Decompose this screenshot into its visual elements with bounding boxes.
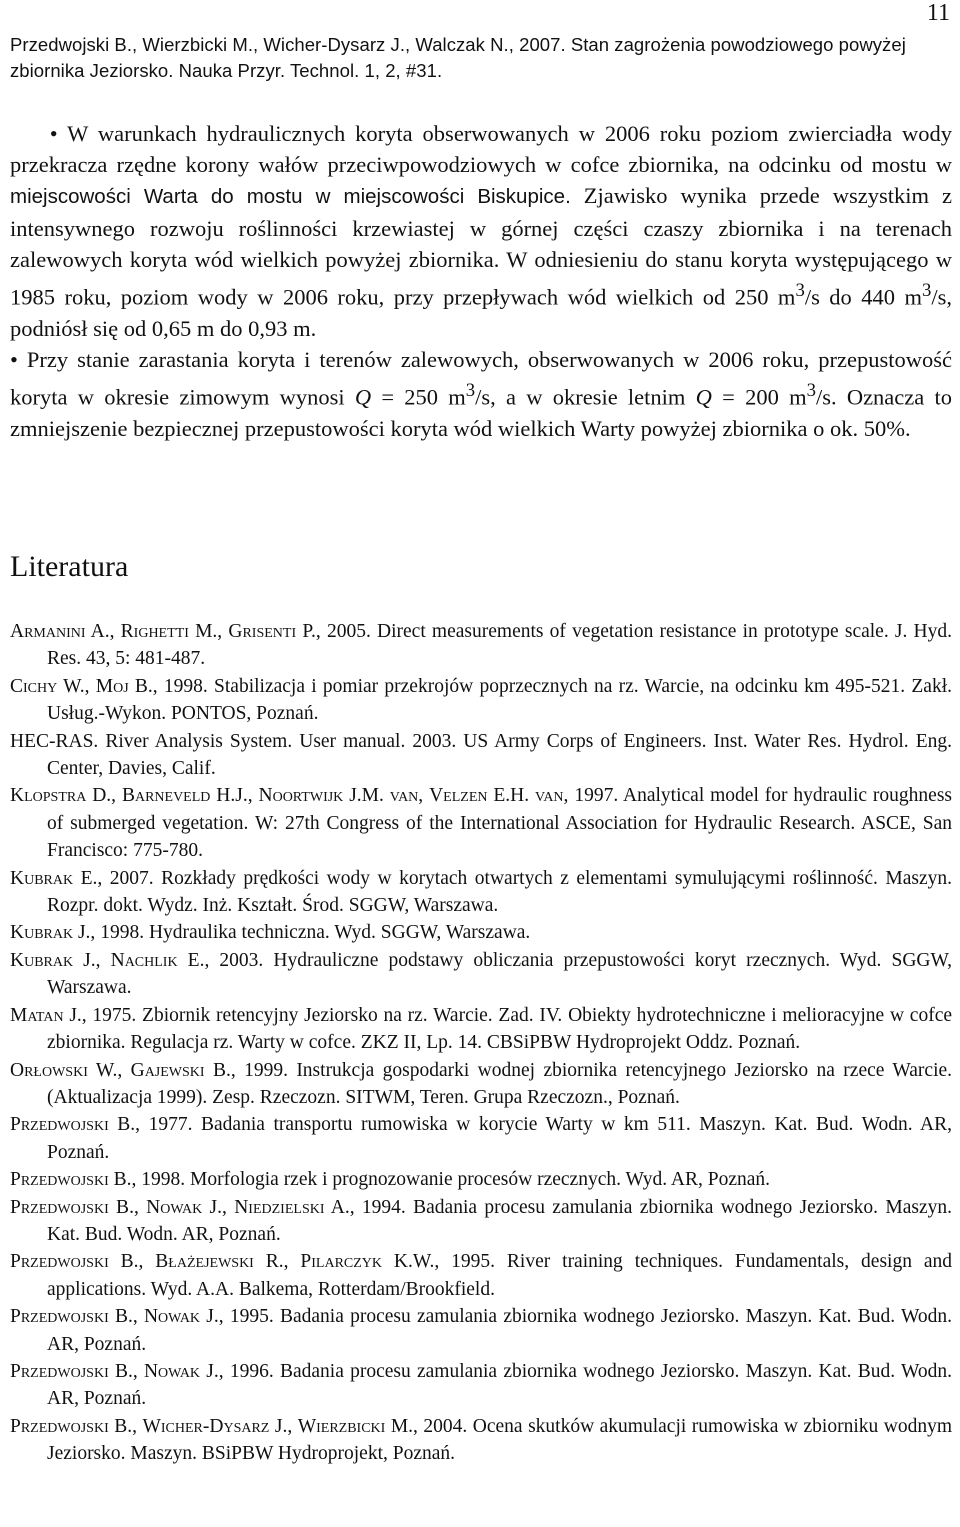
reference-item <box>10 1057 952 1112</box>
reference-author-initials: W., <box>87 1059 131 1081</box>
reference-author-initials: A., <box>324 1196 362 1218</box>
reference-author-initials: B., <box>204 1059 245 1081</box>
reference-author-initials: B., <box>108 1415 143 1437</box>
reference-author-initials: J.M. <box>343 785 390 807</box>
p1-text-a: W warunkach hydraulicznych koryta obserwowanych w 2006 roku poziom zwierciadła wody przekracza rzędne korony wałów przeciwpowodziowych w cofce zbiornika, na odcinku od mostu w <box>10 121 952 178</box>
reference-author: Kubrak <box>10 922 74 944</box>
reference-author: Orłowski <box>10 1059 88 1081</box>
reference-item <box>10 1413 952 1468</box>
reference-author: Kubrak <box>10 867 74 889</box>
reference-text: 1997. Analytical model for hydraulic roughness of submerged vegetation. W: 27th Congress of the International Association for Hydraulic Research. ASCE, San Francisco: 775-780. <box>47 785 953 862</box>
reference-item <box>10 1358 952 1413</box>
reference-author-initials: K.W., <box>382 1251 452 1273</box>
reference-author: Pilarczyk <box>300 1251 383 1273</box>
reference-author: Wicher-Dysarz <box>142 1415 270 1437</box>
reference-author-initials: J., <box>63 1004 93 1026</box>
reference-author: Moj <box>95 675 129 697</box>
reference-item <box>10 1194 952 1249</box>
reference-author-initials: J., <box>269 1415 298 1437</box>
reference-author: Przedwojski <box>10 1114 109 1136</box>
reference-author: van <box>389 785 419 807</box>
reference-author-initials: B., <box>108 1251 156 1273</box>
reference-author: van <box>535 785 564 807</box>
paragraph-1 <box>10 118 952 344</box>
reference-text: 2003. Hydrauliczne podstawy obliczania przepustowości koryt rzecznych. Wyd. SGGW, Warszawa. <box>47 949 952 999</box>
reference-author-initials: A., <box>85 621 121 642</box>
page-number: 11 <box>926 0 950 26</box>
reference-author: Matan <box>10 1004 64 1026</box>
reference-author: Noortwijk <box>258 785 344 807</box>
q-symbol: Q <box>695 384 712 410</box>
reference-list <box>10 618 952 1468</box>
reference-text: HEC-RAS. River Analysis System. User manual. 2003. US Army Corps of Engineers. Inst. Water Res. Hydrol. Eng. Center, Davies, Calif. <box>10 730 952 780</box>
reference-author: Velzen <box>429 785 488 807</box>
reference-author-initials: E., <box>73 867 110 889</box>
p2-text-d: = 200 m <box>722 384 807 410</box>
reference-author-initials: B., <box>108 1360 144 1382</box>
reference-author-initials: M., <box>188 621 229 642</box>
reference-text: 1975. Zbiornik retencyjny Jeziorsko na rz. Warcie. Zad. IV. Obiekty hydrotechniczne i melioracyjne w cofce zbiornika. Regulacja rz. Warty w cofce. ZKZ II, Lp. 14. CBSiPBW Hydroprojekt Oddz. Poznań. <box>47 1004 953 1054</box>
reference-author-initials: M., <box>385 1415 424 1437</box>
reference-author-initials: B., <box>108 1196 147 1218</box>
reference-text: 2007. Rozkłady prędkości wody w korytach otwartych z elementami symulującymi roślinność. Maszyn. Rozpr. dokt. Wydz. Inż. Kształt. Środ. SGGW, Warszawa. <box>47 867 952 917</box>
superscript: 3 <box>806 380 816 402</box>
reference-item <box>10 947 952 1002</box>
reference-author-initials: B., <box>108 1169 142 1191</box>
reference-author: Przedwojski <box>10 1196 109 1218</box>
p1-text-sans: miejscowości Warta do mostu w miejscowości Biskupice. <box>10 185 571 209</box>
p2-text-a: Przy stanie zarastania koryta i terenów zalewowych, obserwowanych w 2006 roku, przepustowość koryta w okresie zimowym wynosi <box>10 346 952 410</box>
q-symbol: Q <box>354 384 372 410</box>
reference-text: 1999. Instrukcja gospodarki wodnej zbiornika retencyjnego Jeziorsko na rzece Warcie. (Aktualizacja 1999). Zesp. Rzeczozn. SITWM, Teren. Grupa Rzeczozn., Poznań. <box>47 1059 953 1108</box>
reference-author-initials: E.H. <box>487 785 536 807</box>
reference-author-initials: P., <box>296 621 327 642</box>
reference-text: 1998. Morfologia rzek i prognozowanie procesów rzecznych. Wyd. AR, Poznań. <box>141 1169 771 1191</box>
reference-author-initials: H.J., <box>210 785 259 807</box>
superscript: 3 <box>921 280 932 302</box>
reference-item <box>10 865 952 920</box>
reference-item <box>10 919 952 946</box>
reference-author: Barneveld <box>121 785 211 807</box>
reference-author: Przedwojski <box>10 1360 109 1382</box>
reference-item <box>10 1166 952 1193</box>
reference-text: 2005. Direct measurements of vegetation resistance in prototype scale. J. Hyd. Res. 43, 5: 481-487. <box>47 621 953 670</box>
reference-author: Wierzbicki <box>297 1415 386 1437</box>
reference-author: Gajewski <box>130 1059 205 1081</box>
reference-author: Kubrak <box>10 949 74 971</box>
reference-author-initials: J., <box>200 1306 230 1328</box>
reference-author: Cichy <box>10 675 58 697</box>
reference-author: Grisenti <box>228 621 297 642</box>
paragraph-2 <box>10 344 952 444</box>
reference-author: Przedwojski <box>10 1169 109 1191</box>
superscript: 3 <box>465 380 476 402</box>
reference-author: Armanini <box>10 621 86 642</box>
reference-author: Błażejewski <box>155 1251 254 1273</box>
running-header: Przedwojski B., Wierzbicki M., Wicher-Dysarz J., Walczak N., 2007. Stan zagrożenia powodziowego powyżej zbiornika Jeziorsko. Nauka Przyr. Technol. 1, 2, #31. <box>10 34 906 81</box>
superscript: 3 <box>795 280 805 302</box>
reference-author: Nachlik <box>110 949 178 971</box>
reference-text: 1995. Badania procesu zamulania zbiornika wodnego Jeziorsko. Maszyn. Kat. Bud. Wodn. AR, Poznań. <box>47 1306 953 1355</box>
reference-author: Przedwojski <box>10 1251 109 1273</box>
reference-author-initials: , <box>563 785 575 807</box>
reference-text: 1995. River training techniques. Fundamentals, design and applications. Wyd. A.A. Balkema, Rotterdam/Brookfield. <box>47 1251 952 1300</box>
reference-item <box>10 1303 952 1358</box>
reference-author-initials: J., <box>73 922 101 944</box>
reference-author-initials: , <box>418 785 430 807</box>
reference-author-initials: J., <box>73 949 111 971</box>
reference-author-initials: J., <box>202 1196 235 1218</box>
p1-text-end: /s, podniósł się od 0,65 m do 0,93 m. <box>10 284 952 341</box>
reference-item <box>10 673 952 728</box>
p1-text-mid: /s do 440 m <box>804 284 922 310</box>
reference-author-initials: B., <box>128 675 164 697</box>
reference-text: 1998. Stabilizacja i pomiar przekrojów poprzecznych na rz. Warcie, na odcinku km 495-521. Zakł. Usług.-Wykon. PONTOS, Poznań. <box>47 675 952 725</box>
reference-author-initials: B., <box>108 1306 144 1328</box>
reference-item <box>10 618 952 673</box>
reference-item <box>10 728 952 783</box>
reference-item <box>10 1248 952 1303</box>
reference-text: 1977. Badania transportu rumowiska w korycie Warty w km 511. Maszyn. Kat. Bud. Wodn. AR, Poznań. <box>47 1114 952 1163</box>
reference-author-initials: J., <box>200 1360 230 1382</box>
reference-text: 1996. Badania procesu zamulania zbiornika wodnego Jeziorsko. Maszyn. Kat. Bud. Wodn. AR, Poznań. <box>47 1360 953 1410</box>
bullet: • <box>10 346 18 372</box>
reference-author-initials: D., <box>86 785 122 807</box>
reference-author-initials: B., <box>108 1114 149 1136</box>
p1-text-b: Zjawisko wynika przede wszystkim z intensywnego rozwoju roślinności krzewiastej w górnej części czaszy zbiornika i na terenach zalewowych koryta wód wielkich powyżej zbiornika. W odniesieniu do stanu koryta występującego w 1985 roku, poziom wody w 2006 roku, przy przepływach wód wielkich od 250 m <box>10 183 952 310</box>
body-text <box>10 118 952 444</box>
reference-author: Nowak <box>146 1196 203 1218</box>
reference-text: 2004. Ocena skutków akumulacji rumowiska w zbiorniku wodnym Jeziorsko. Maszyn. BSiPBW Hydroprojekt, Poznań. <box>47 1415 952 1465</box>
reference-author: Przedwojski <box>10 1415 109 1437</box>
p2-text-c: /s, a w okresie letnim <box>475 384 686 410</box>
reference-item <box>10 1002 952 1057</box>
reference-author: Niedzielski <box>234 1196 325 1218</box>
reference-author: Nowak <box>143 1360 201 1382</box>
literature-heading: Literatura <box>10 550 129 583</box>
bullet: • <box>49 121 58 146</box>
reference-author: Klopstra <box>10 785 87 807</box>
p2-text-e: /s. Oznacza to zmniejszenie bezpiecznej przepustowości koryta wód wielkich Warty powyżej zbiornika o ok. 50%. <box>10 384 952 441</box>
reference-author-initials: W., <box>57 675 96 697</box>
reference-item <box>10 782 952 864</box>
reference-item <box>10 1111 952 1166</box>
reference-text: 1994. Badania procesu zamulania zbiornika wodnego Jeziorsko. Maszyn. Kat. Bud. Wodn. AR, Poznań. <box>47 1196 952 1245</box>
reference-author: Nowak <box>143 1306 201 1328</box>
reference-author: Przedwojski <box>10 1306 109 1328</box>
reference-author-initials: R., <box>253 1251 301 1273</box>
reference-author-initials: E., <box>177 949 220 971</box>
reference-author: Righetti <box>120 621 189 642</box>
p2-text-b: = 250 m <box>381 384 466 410</box>
reference-text: 1998. Hydraulika techniczna. Wyd. SGGW, Warszawa. <box>100 922 531 944</box>
